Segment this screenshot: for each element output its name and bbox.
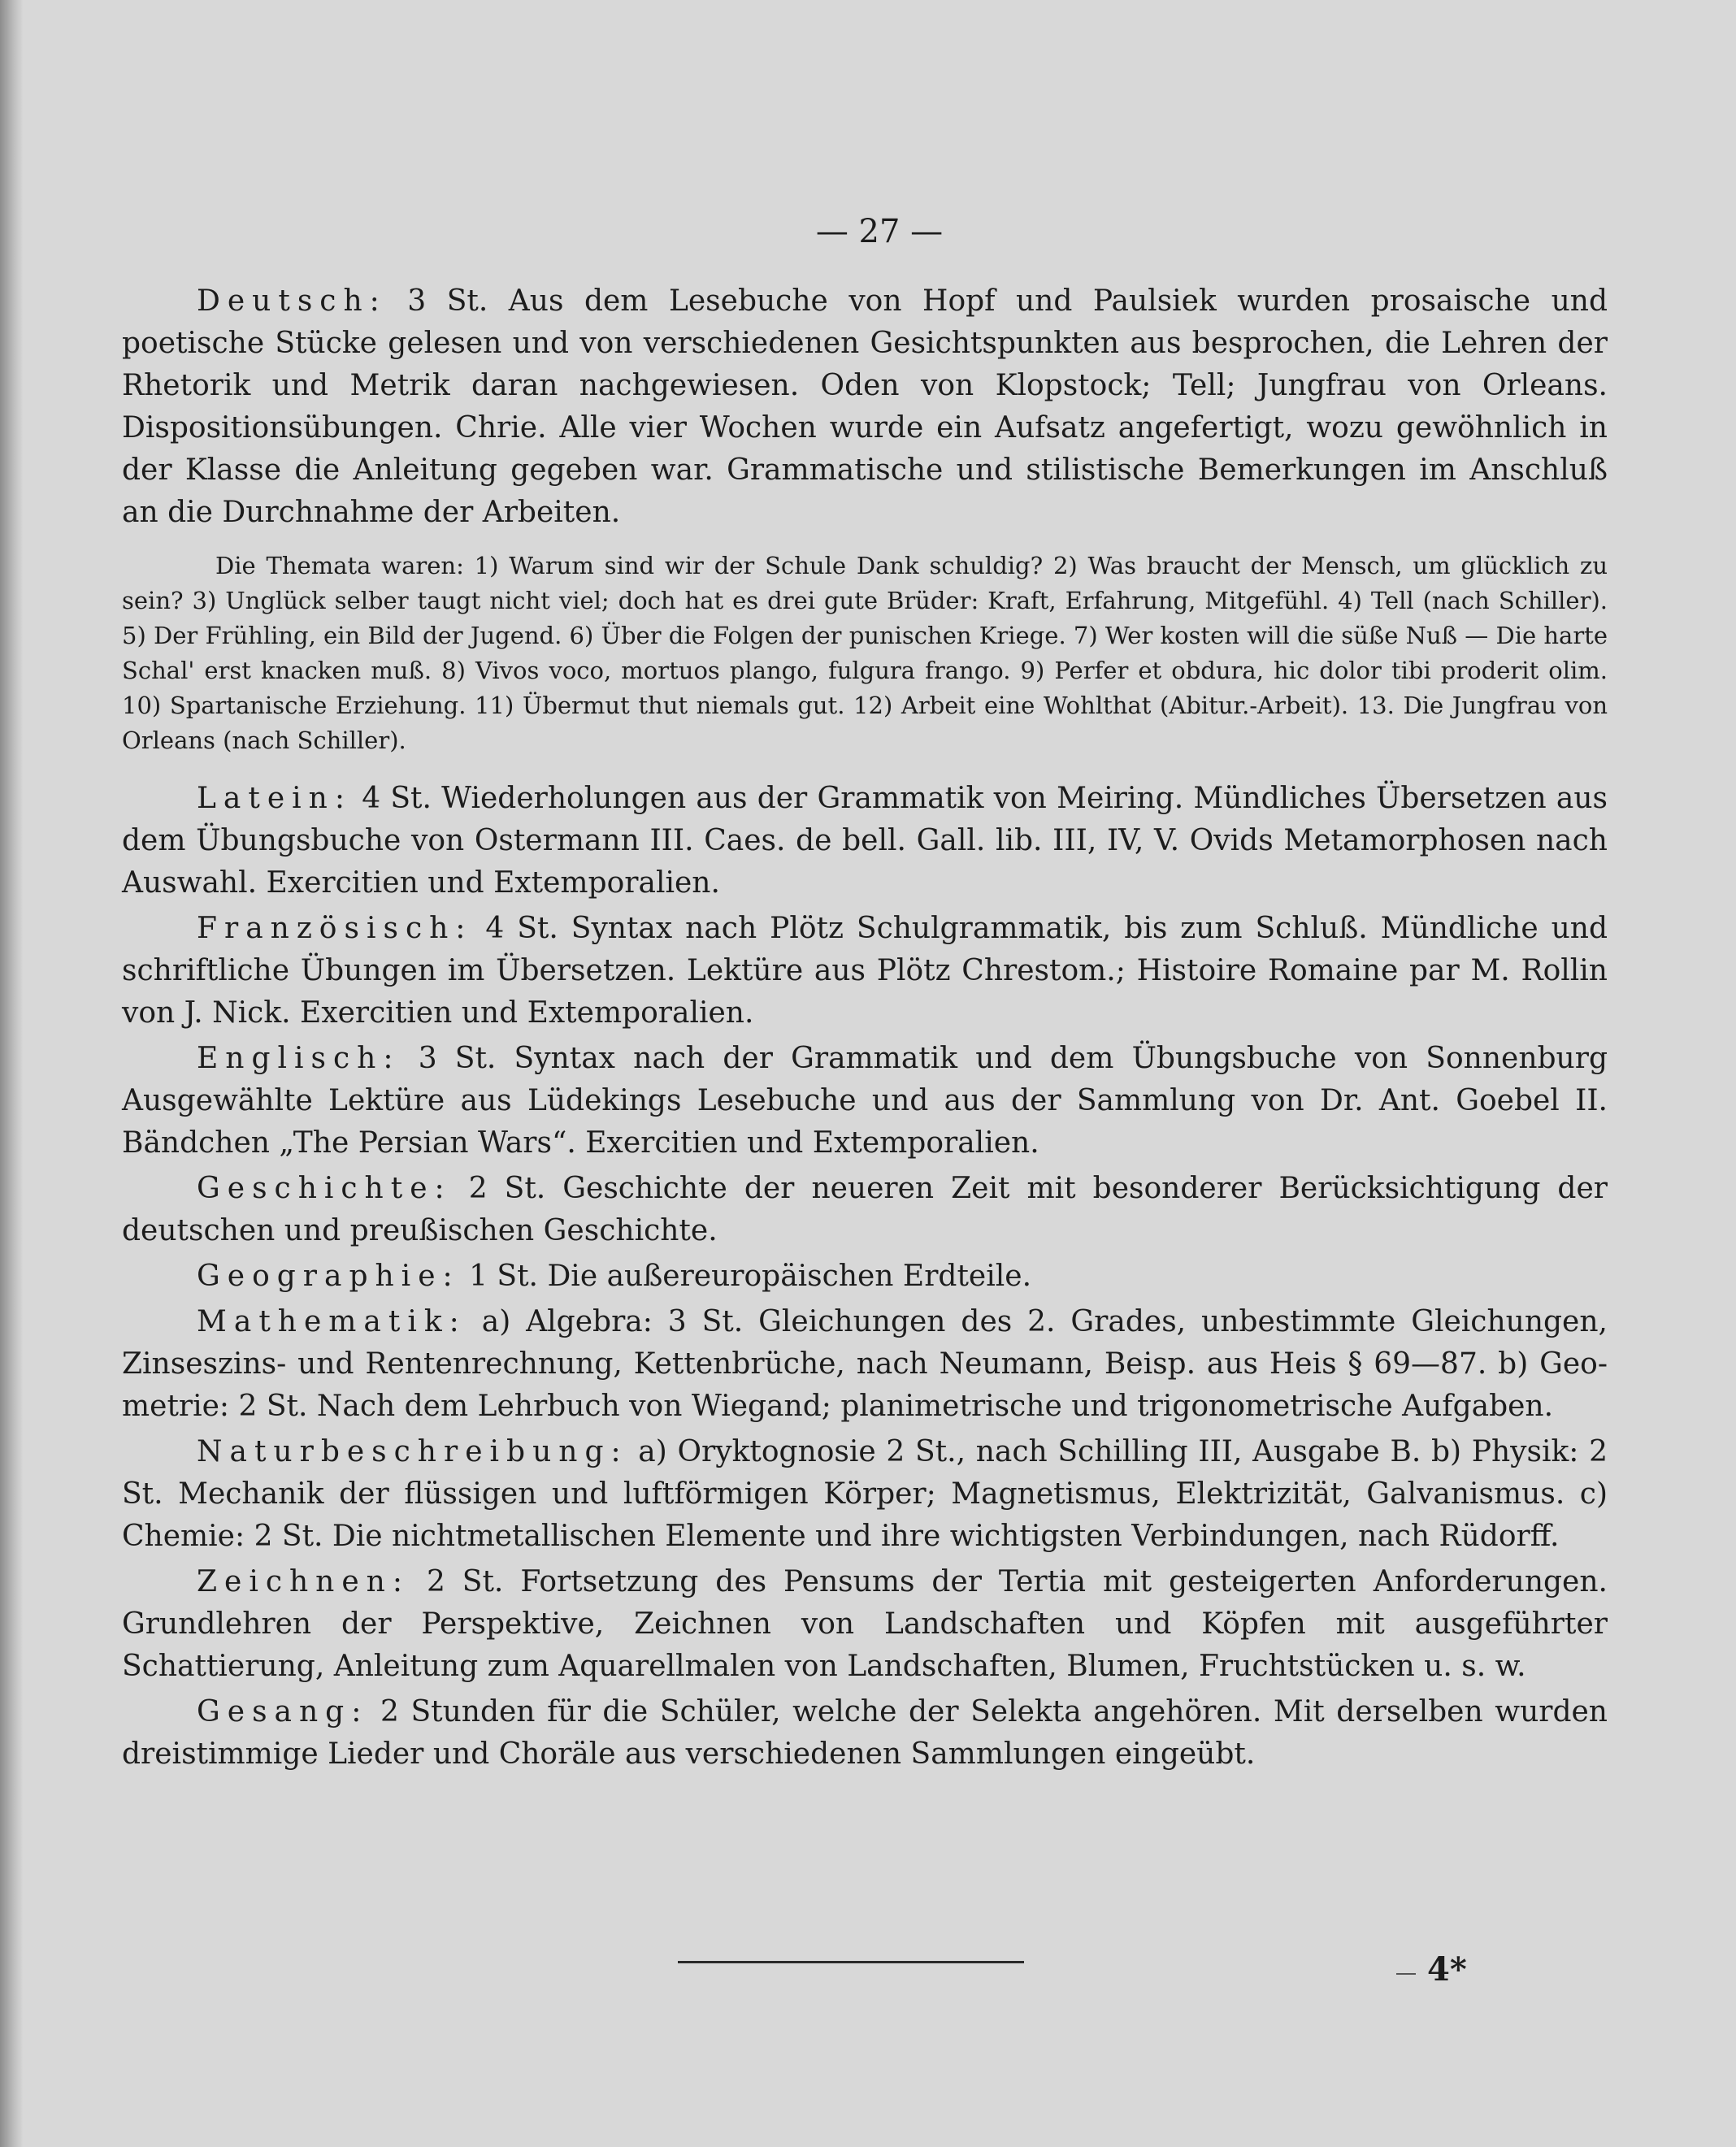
book-spine-shadow: [0, 0, 23, 2147]
end-rule-divider: [678, 1961, 1024, 1963]
paragraph-latein: [122, 778, 1608, 904]
paragraph-deutsch: [122, 280, 1608, 534]
paragraph-text-geographie: 1 St. Die außereuropäischen Erdteile.: [459, 1260, 1032, 1293]
subject-label-geschichte: Geschichte:: [197, 1172, 452, 1205]
paragraph-text-naturbeschreibung: a) Oryktognosie 2 St., nach Schilling III, Ausgabe B. b) Physik: 2 St. Mechanik der flüssigen und luftförmigen Körper; Magnetismus, Elektrizität, Galvanismus. c) Chemie: 2 St. Die nichtmetallischen Elemente und ihre wichtigsten Verbindungen, nach Rüdorff.: [122, 1435, 1608, 1553]
paragraph-franzoesisch: [122, 908, 1608, 1034]
paragraph-gesang: [122, 1691, 1608, 1776]
subject-label-englisch: Englisch:: [197, 1042, 401, 1075]
subject-label-deutsch: Deutsch:: [197, 284, 387, 318]
subject-label-zeichnen: Zeichnen:: [197, 1565, 410, 1598]
themata-note: Die Themata waren: 1) Warum sind wir der Schule Dank schuldig? 2) Was braucht der Mensch, um glücklich zu sein? 3) Unglück selber taugt nicht viel; doch hat es drei gute Brüder: Kraft, Erfahrung, Mitgefühl. 4) Tell (nach Schiller). 5) Der Frühling, ein Bild der Jugend. 6) Über die Folgen der punischen Kriege. 7) Wer kosten will die süße Nuß — Die harte Schal' erst knacken muß. 8) Vivos voco, mortuos plango, fulgura frango. 9) Perfer et obdura, hic dolor tibi proderit olim. 10) Spartanische Erziehung. 11) Übermut thut niemals gut. 12) Arbeit eine Wohlthat (Abitur.-Arbeit). 13. Die Jungfrau von Orleans (nach Schiller).: [122, 552, 1608, 754]
page-number: — 27 —: [815, 213, 944, 250]
paragraph-text-latein: 4 St. Wiederholungen aus der Grammatik von Meiring. Mündliches Übersetzen aus dem Übungsbuche von Ostermann III. Caes. de bell. Gall. lib. III, IV, V. Ovids Metamorphosen nach Auswahl. Exercitien und Extemporalien.: [122, 782, 1608, 900]
subject-label-geographie: Geographie:: [197, 1260, 460, 1293]
paragraph-text-franzoesisch: 4 St. Syntax nach Plötz Schulgrammatik, bis zum Schluß. Mündliche und schriftliche Übungen im Übersetzen. Lektüre aus Plötz Chrestom.; Histoire Romaine par M. Rollin von J. Nick. Exercitien und Extemporalien.: [122, 912, 1608, 1030]
paragraph-text-zeichnen: 2 St. Fortsetzung des Pensums der Tertia mit gesteigerten Anforderungen. Grundlehren der Perspektive, Zeichnen von Landschaften und Köpfen mit ausgeführter Schattierung, Anleitung zum Aquarellmalen von Landschaften, Blumen, Fruchtstücken u. s. w.: [122, 1565, 1608, 1683]
subject-label-mathematik: Mathematik:: [197, 1305, 467, 1338]
paragraph-text-geschichte: 2 St. Geschichte der neueren Zeit mit besonderer Berücksichtigung der deutschen und preußischen Geschichte.: [122, 1172, 1608, 1247]
document-page: [23, 0, 1736, 2147]
subject-label-franzoesisch: Französisch:: [197, 912, 473, 945]
paragraph-zeichnen: [122, 1561, 1608, 1688]
paragraph-geschichte: [122, 1168, 1608, 1252]
signature-mark: 4*: [1427, 1950, 1467, 1989]
subject-label-naturbeschreibung: Naturbeschreibung:: [197, 1435, 628, 1468]
paragraph-mathematik: [122, 1301, 1608, 1428]
paragraph-text-englisch: 3 St. Syntax nach der Grammatik und dem Übungsbuche von Sonnenburg Ausgewählte Lektüre aus Lüdekings Lesebuche und aus der Sammlung von Dr. Ant. Goebel II. Bändchen „The Persian Wars“. Exercitien und Extemporalien.: [122, 1042, 1608, 1160]
paragraph-text-deutsch: 3 St. Aus dem Lesebuche von Hopf und Paulsiek wurden prosaische und poetische Stücke gelesen und von verschiedenen Gesichtspunkten aus besprochen, die Lehren der Rhetorik und Metrik daran nachgewiesen. Oden von Klopstock; Tell; Jungfrau von Orleans. Dispositionsübungen. Chrie. Alle vier Wochen wurde ein Aufsatz angefertigt, wozu gewöhnlich in der Klasse die Anleitung gegeben war. Grammatische und stilistische Bemerkungen im Anschluß an die Durchnahme der Arbeiten.: [122, 284, 1608, 529]
paragraph-text-gesang: 2 Stunden für die Schüler, welche der Selekta angehören. Mit derselben wurden dreistimmige Lieder und Choräle aus verschiedenen Sammlungen eingeübt.: [122, 1695, 1608, 1771]
subject-label-latein: Latein:: [197, 782, 352, 815]
signature-dash: [1396, 1973, 1416, 1975]
paragraph-englisch: [122, 1038, 1608, 1165]
paragraph-naturbeschreibung: [122, 1431, 1608, 1558]
page-body: [122, 280, 1608, 1779]
paragraph-geographie: [122, 1256, 1608, 1298]
paragraph-text-mathematik: a) Algebra: 3 St. Gleichungen des 2. Grades, unbestimmte Gleichungen, Zinseszins- und Rentenrechnung, Kettenbrüche, nach Neumann, Beisp. aus Heis § 69—87. b) Geometrie: 2 St. Nach dem Lehrbuch von Wiegand; planimetrische und trigonometrische Aufgaben.: [122, 1305, 1608, 1423]
subject-label-gesang: Gesang:: [197, 1695, 369, 1728]
